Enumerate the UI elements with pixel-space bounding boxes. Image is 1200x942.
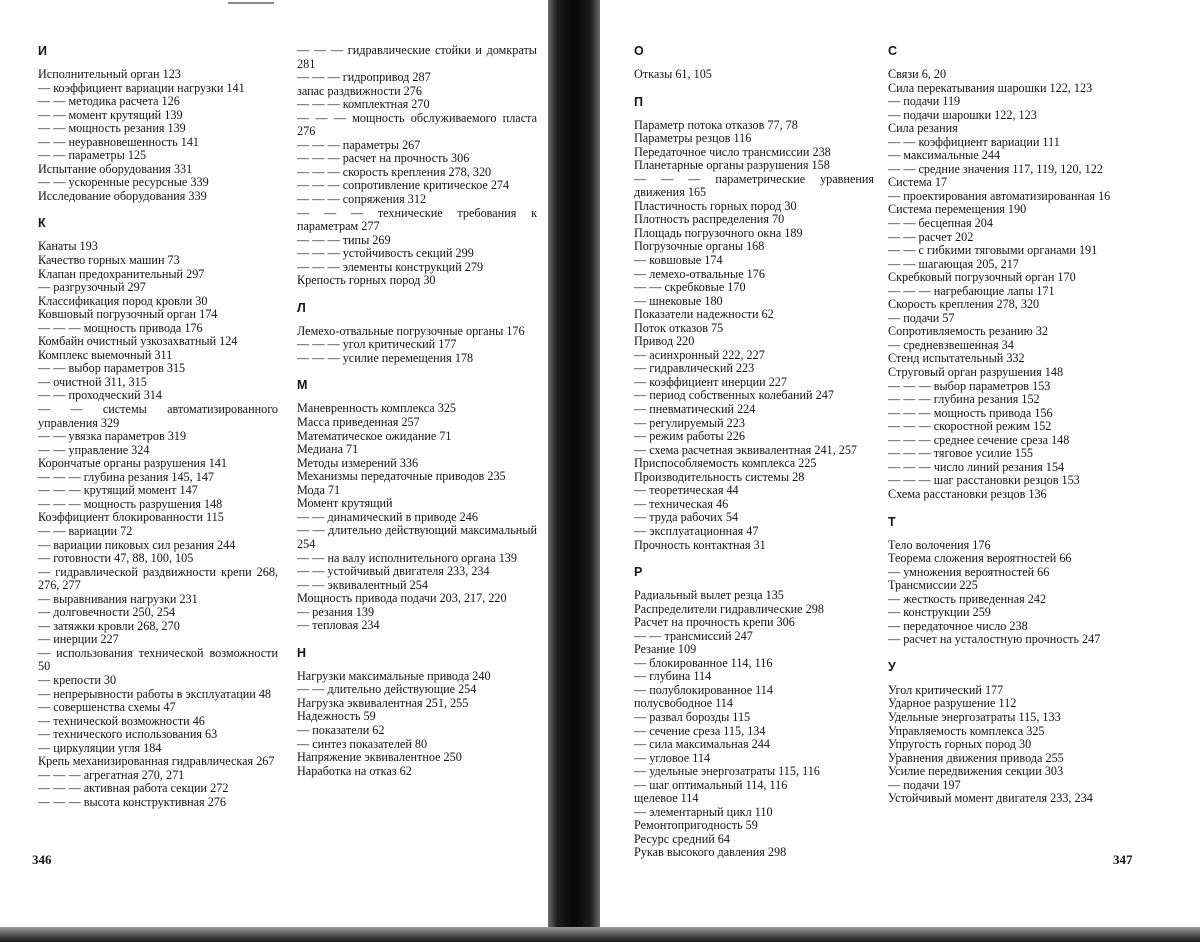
- index-entry: — расчет на усталостную прочность 247: [888, 632, 1101, 647]
- index-entry: — — средние значения 117, 119, 120, 122: [888, 161, 1103, 176]
- index-entry: Система 17: [888, 175, 948, 190]
- index-entry: — — — высота конструктивная 276: [38, 794, 226, 809]
- index-entry: Сила резания: [888, 121, 958, 136]
- index-entry: Приспособляемость комплекса 225: [634, 456, 817, 471]
- section-letter: Т: [888, 514, 896, 529]
- index-entry: — тепловая 234: [297, 618, 380, 633]
- index-entry: — — системы автоматизированного управления 329: [38, 402, 278, 430]
- right-page: [600, 0, 1200, 925]
- index-entry: Наработка на отказ 62: [297, 763, 412, 778]
- index-entry: — — коэффициент вариации 111: [888, 134, 1060, 149]
- index-entry: Канаты 193: [38, 239, 98, 254]
- index-entry: — разгрузочный 297: [38, 280, 146, 295]
- index-entry: Ковшовый погрузочный орган 174: [38, 307, 218, 322]
- index-entry: Комплекс выемочный 311: [38, 347, 173, 362]
- index-entry: полусвободное 114: [634, 696, 733, 711]
- index-entry: Напряжение эквивалентное 250: [297, 750, 462, 765]
- index-entry: — сила максимальная 244: [634, 737, 770, 752]
- index-entry: Связи 6, 20: [888, 67, 947, 81]
- index-entry: — — динамический в приводе 246: [297, 509, 478, 524]
- section-letter: Н: [297, 645, 307, 660]
- index-entry: Методы измерений 336: [297, 455, 419, 470]
- index-entry: Медиана 71: [297, 442, 359, 457]
- index-entry: — циркуляции угля 184: [38, 740, 162, 755]
- index-entry: — — — тяговое усилие 155: [888, 446, 1033, 461]
- index-entry: Пластичность горных пород 30: [634, 198, 797, 213]
- index-entry: — жесткость приведенная 242: [888, 591, 1047, 606]
- index-entry: Сопротивляемость резанию 32: [888, 324, 1049, 339]
- index-entry: — — — шаг расстановки резцов 153: [888, 473, 1080, 488]
- index-entry: Нагрузка эквивалентная 251, 255: [297, 695, 469, 710]
- section-letter: С: [888, 44, 898, 58]
- page-number-right: 347: [1113, 852, 1133, 867]
- index-entry: Радиальный вылет резца 135: [634, 588, 784, 603]
- index-entry: — — — мощность привода 156: [888, 405, 1053, 420]
- index-entry: Уравнения движения привода 255: [888, 750, 1064, 765]
- index-entry: — подачи 119: [888, 94, 961, 109]
- index-entry: Маневренность комплекса 325: [297, 401, 457, 416]
- index-entry: Ремонтопригодность 59: [634, 818, 758, 833]
- index-entry: Угол критический 177: [888, 682, 1004, 697]
- index-entry: — — — расчет на прочность 306: [297, 151, 470, 166]
- index-entry: Масса приведенная 257: [297, 415, 420, 430]
- index-entry: — умножения вероятностей 66: [888, 564, 1050, 579]
- index-entry: — глубина 114: [634, 669, 712, 684]
- index-entry: Параметры резцов 116: [634, 131, 752, 146]
- section-letter: Р: [634, 565, 643, 580]
- index-entry: — теоретическая 44: [634, 483, 739, 498]
- index-entry: — использования технической возможности 50: [38, 645, 278, 674]
- index-entry: — готовности 47, 88, 100, 105: [38, 551, 194, 566]
- index-entry: — — — нагребающие лапы 171: [888, 283, 1055, 298]
- index-entry: — — ускоренные ресурсные 339: [38, 175, 209, 190]
- index-entry: — — управление 324: [38, 442, 150, 457]
- index-entry: Схема расстановки резцов 136: [888, 486, 1047, 501]
- index-entry: Мощность привода подачи 203, 217, 220: [297, 591, 507, 606]
- index-entry: — режим работы 226: [634, 429, 745, 444]
- index-entry: Надежность 59: [297, 709, 376, 724]
- index-entry: — выравнивания нагрузки 231: [38, 591, 198, 606]
- index-entry: — — — гидравлические стойки и домкраты 281: [297, 43, 537, 71]
- index-entry: — показатели 62: [297, 722, 385, 737]
- index-entry: — удельные энергозатраты 115, 116: [634, 764, 820, 779]
- section-letter: О: [634, 44, 644, 58]
- index-entry: — — шагающая 205, 217: [888, 256, 1019, 271]
- index-entry: Исследование оборудования 339: [38, 188, 207, 203]
- section-letter: У: [888, 659, 896, 674]
- index-entry: Площадь погрузочного окна 189: [634, 225, 803, 240]
- index-entry: — резания 139: [297, 604, 375, 619]
- index-entry: Планетарные органы разрушения 158: [634, 158, 830, 173]
- index-entry: — — увязка параметров 319: [38, 429, 187, 444]
- index-entry: — конструкции 259: [888, 605, 991, 620]
- index-entry: Мода 71: [297, 482, 341, 497]
- index-entry: Клапан предохранительный 297: [38, 266, 205, 281]
- index-entry: — — — глубина резания 145, 147: [38, 469, 215, 484]
- index-entry: Привод 220: [634, 334, 695, 349]
- index-entry: Теорема сложения вероятностей 66: [888, 551, 1072, 566]
- index-entry: — — — типы 269: [297, 232, 391, 247]
- index-entry: — затяжки кровли 268, 270: [38, 618, 180, 633]
- index-entry: Скребковый погрузочный орган 170: [888, 270, 1076, 285]
- index-entry: — — — гидропривод 287: [297, 70, 431, 85]
- index-entry: — непрерывности работы в эксплуатации 48: [38, 686, 272, 701]
- index-entry: — — — выбор параметров 153: [888, 378, 1051, 393]
- index-entry: — — — агрегатная 270, 271: [38, 767, 185, 782]
- index-entry: щелевое 114: [634, 791, 699, 806]
- index-entry: Нагрузки максимальные привода 240: [297, 668, 491, 683]
- index-entry: — ковшовые 174: [634, 253, 723, 268]
- index-entry: Коэффициент блокированности 115: [38, 510, 224, 525]
- index-entry: Крепость горных пород 30: [297, 273, 436, 288]
- index-entry: — пневматический 224: [634, 402, 756, 417]
- index-entry: Прочность контактная 31: [634, 537, 766, 552]
- index-entry: Управляемость комплекса 325: [888, 723, 1045, 738]
- index-entry: — средневзвешенная 34: [888, 337, 1014, 352]
- index-entry: — максимальные 244: [888, 148, 1001, 163]
- index-entry: — сечение среза 115, 134: [634, 723, 766, 738]
- index-entry: — — эквивалентный 254: [297, 577, 428, 592]
- index-entry: — — — крутящий момент 147: [38, 483, 198, 498]
- index-entry: — — — технические требования к параметрам 277: [297, 205, 537, 234]
- index-entry: Поток отказов 75: [634, 320, 724, 335]
- index-entry: — передаточное число 238: [888, 618, 1028, 633]
- index-entry: — угловое 114: [634, 750, 711, 765]
- index-entry: — инерции 227: [38, 632, 119, 647]
- index-entry: — — — комплектная 270: [297, 97, 430, 112]
- index-entry: Система перемещения 190: [888, 202, 1027, 217]
- index-entry: Отказы 61, 105: [634, 67, 712, 81]
- right-column-1: [634, 44, 874, 860]
- index-entry: — шаг оптимальный 114, 116: [634, 777, 788, 792]
- index-entry: — — проходческий 314: [38, 388, 162, 403]
- index-entry: Крепь механизированная гидравлическая 267: [38, 754, 275, 769]
- index-entry: Ресурс средний 64: [634, 831, 730, 846]
- index-entry: — — — параметрические уравнения движения 165: [634, 171, 874, 200]
- index-entry: — технического использования 63: [38, 727, 218, 742]
- index-entry: Погрузочные органы 168: [634, 239, 765, 254]
- index-entry: — лемехо-отвальные 176: [634, 266, 765, 281]
- index-entry: Трансмиссии 225: [888, 578, 978, 593]
- index-entry: Плотность распределения 70: [634, 212, 785, 227]
- index-entry: Механизмы передаточные приводов 235: [297, 469, 506, 484]
- index-entry: — эксплуатационная 47: [634, 523, 759, 538]
- index-entry: Стенд испытательный 332: [888, 351, 1025, 366]
- index-entry: — коэффициент инерции 227: [634, 374, 787, 389]
- index-entry: — крепости 30: [38, 672, 117, 687]
- index-entry: — — — глубина резания 152: [888, 392, 1040, 407]
- index-entry: Производительность системы 28: [634, 469, 805, 484]
- index-entry: — подачи 197: [888, 777, 961, 792]
- bottom-edge-shadow: [0, 927, 1200, 942]
- index-entry: Усилие передвижения секции 303: [888, 764, 1064, 779]
- index-entry: Передаточное число трансмиссии 238: [634, 144, 831, 159]
- index-entry: — — вариации 72: [38, 523, 133, 538]
- index-entry: — — устойчивый двигателя 233, 234: [297, 564, 490, 579]
- index-entry: — долговечности 250, 254: [38, 605, 176, 620]
- index-entry: Тело волочения 176: [888, 537, 991, 552]
- index-entry: Сила перекатывания шарошки 122, 123: [888, 80, 1093, 95]
- section-letter: К: [38, 216, 46, 231]
- index-entry: — синтез показателей 80: [297, 736, 428, 751]
- index-entry: Расчет на прочность крепи 306: [634, 615, 795, 630]
- index-entry: — развал борозды 115: [634, 709, 751, 724]
- index-entry: Момент крутящий: [297, 496, 393, 511]
- index-entry: — — с гибкими тяговыми органами 191: [888, 243, 1098, 258]
- section-letter: М: [297, 378, 308, 393]
- index-entry: Испытание оборудования 331: [38, 161, 193, 176]
- index-entry: — элементарный цикл 110: [634, 804, 773, 819]
- index-entry: — шнековые 180: [634, 293, 723, 308]
- index-entry: — — мощность резания 139: [38, 121, 186, 136]
- index-entry: — регулируемый 223: [634, 415, 745, 430]
- index-entry: — — неуравновешенность 141: [38, 134, 200, 149]
- index-entry: Устойчивый момент двигателя 233, 234: [888, 791, 1093, 806]
- index-entry: Упругость горных пород 30: [888, 737, 1032, 752]
- index-entry: — — — угол критический 177: [297, 337, 457, 352]
- index-entry: — — бесцепная 204: [888, 216, 993, 231]
- index-entry: — период собственных колебаний 247: [634, 388, 834, 403]
- index-entry: Параметр потока отказов 77, 78: [634, 117, 798, 132]
- index-entry: Исполнительный орган 123: [38, 67, 181, 81]
- index-entry: Струговый орган разрушения 148: [888, 365, 1064, 380]
- index-entry: — схема расчетная эквивалентная 241, 257: [634, 442, 858, 457]
- index-entry: Показатели надежности 62: [634, 307, 774, 322]
- index-entry: — — — параметры 267: [297, 137, 421, 152]
- index-entry: — гидравлический 223: [634, 361, 755, 376]
- index-entry: — — — скоростной режим 152: [888, 419, 1052, 434]
- index-entry: — технической возможности 46: [38, 713, 205, 728]
- index-entry: — блокированное 114, 116: [634, 655, 773, 670]
- index-entry: — — скребковые 170: [634, 280, 746, 295]
- index-entry: — коэффициент вариации нагрузки 141: [38, 80, 245, 95]
- index-entry: Комбайн очистный узкозахватный 124: [38, 334, 238, 349]
- index-entry: — — — элементы конструкций 279: [297, 259, 484, 274]
- book-gutter: [548, 0, 600, 942]
- index-entry: Математическое ожидание 71: [297, 428, 452, 443]
- section-letter: И: [38, 44, 47, 58]
- index-entry: — проектирования автоматизированная 16: [888, 188, 1111, 203]
- index-entry: — — на валу исполнительного органа 139: [297, 550, 517, 565]
- index-entry: — — методика расчета 126: [38, 94, 180, 109]
- index-entry: — — длительно действующие 254: [297, 682, 477, 697]
- index-entry: — — — устойчивость секций 299: [297, 246, 474, 261]
- index-entry: Лемехо-отвальные погрузочные органы 176: [297, 323, 525, 338]
- index-entry: — — — мощность привода 176: [38, 320, 203, 335]
- index-entry: — — трансмиссий 247: [634, 628, 753, 643]
- index-entry: — — параметры 125: [38, 148, 147, 163]
- index-entry: Резание 109: [634, 642, 697, 657]
- index-entry: — техническая 46: [634, 496, 729, 511]
- index-entry: — — — усилие перемещения 178: [297, 350, 474, 365]
- index-entry: — — — мощность обслуживаемого пласта 276: [297, 110, 537, 139]
- index-entry: Скорость крепления 278, 320: [888, 297, 1040, 312]
- index-entry: — — — мощность разрушения 148: [38, 496, 223, 511]
- index-entry: — — — сопряжения 312: [297, 192, 427, 207]
- left-page: [0, 0, 548, 925]
- index-entry: — — — активная работа секции 272: [38, 781, 229, 796]
- index-entry: — — выбор параметров 315: [38, 361, 186, 376]
- index-entry: — совершенства схемы 47: [38, 700, 176, 715]
- index-entry: запас раздвижности 276: [297, 83, 422, 98]
- index-entry: — асинхронный 222, 227: [634, 347, 765, 362]
- index-entry: Распределители гидравлические 298: [634, 601, 824, 616]
- index-entry: — гидравлической раздвижности крепи 268, 276, 277: [38, 564, 278, 593]
- left-column-1: [38, 44, 278, 809]
- index-entry: Качество горных машин 73: [38, 253, 180, 268]
- index-entry: — — — скорость крепления 278, 320: [297, 164, 492, 179]
- index-entry: — труда рабочих 54: [634, 510, 739, 525]
- index-entry: — вариации пиковых сил резания 244: [38, 537, 236, 552]
- index-entry: — — длительно действующий максимальный 254: [297, 523, 537, 551]
- index-entry: Удельные энергозатраты 115, 133: [888, 709, 1061, 724]
- right-column-2: [888, 44, 1128, 806]
- page-number-left: 346: [32, 852, 52, 867]
- index-entry: — — момент крутящий 139: [38, 107, 183, 122]
- index-entry: — полублокированное 114: [634, 682, 773, 697]
- index-entry: — подачи 57: [888, 310, 955, 325]
- section-letter: Л: [297, 300, 306, 315]
- index-entry: — подачи шарошки 122, 123: [888, 107, 1037, 122]
- index-entry: Ударное разрушение 112: [888, 696, 1017, 711]
- left-column-2: [297, 44, 537, 778]
- index-entry: — — расчет 202: [888, 229, 974, 244]
- index-entry: — — — сопротивление критическое 274: [297, 178, 510, 193]
- index-entry: Классификация пород кровли 30: [38, 293, 208, 308]
- index-entry: Рукав высокого давления 298: [634, 845, 787, 860]
- section-letter: П: [634, 94, 643, 109]
- index-entry: — — — среднее сечение среза 148: [888, 432, 1070, 447]
- index-entry: — очистной 311, 315: [38, 374, 147, 389]
- index-entry: — — — число линий резания 154: [888, 459, 1065, 474]
- index-entry: Корончатые органы разрушения 141: [38, 456, 227, 471]
